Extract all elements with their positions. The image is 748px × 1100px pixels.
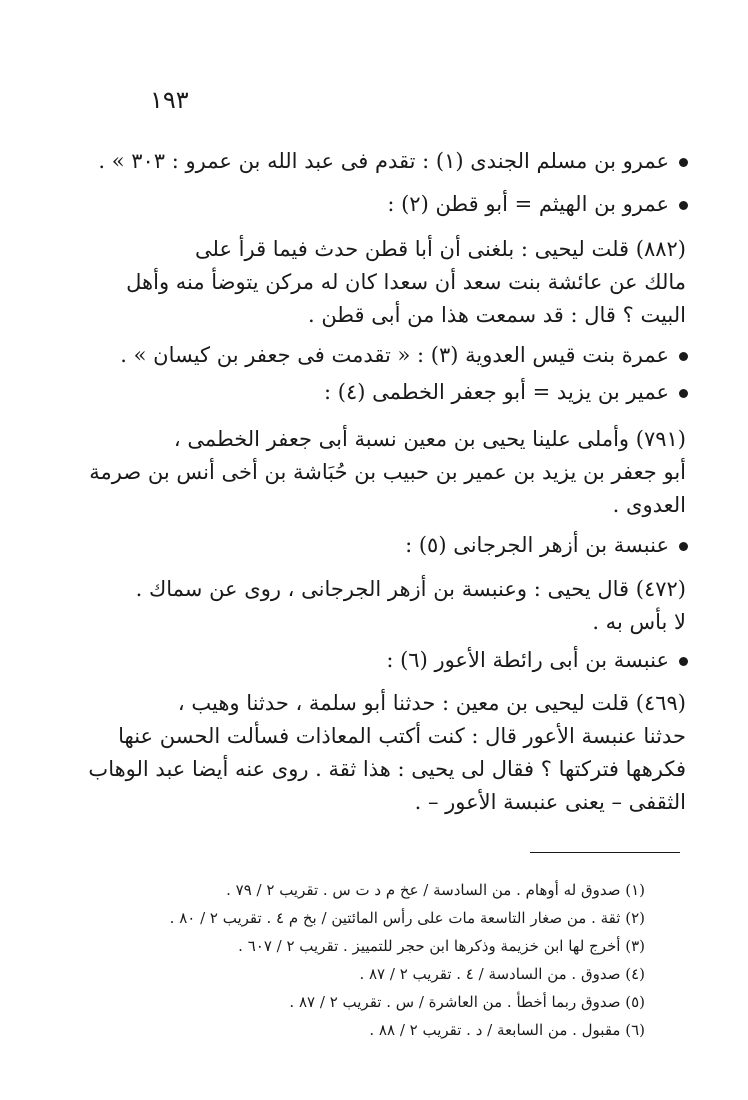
entry-line: (٨٨٢) قلت ليحيى : بلغنى أن أبا قطن حدث فيما قرأ على (195, 237, 686, 261)
entry-line: (٤٧٢) قال يحيى : وعنبسة بن أزهر الجرجانى ، روى عن سماك . (135, 577, 686, 601)
footnote: (٢) ثقة . من صغار التاسعة مات على رأس المائتين / بخ م ٤ . تقريب ٢ / ٨٠ . (169, 909, 645, 927)
bullet-text: عمرو بن الهيثم = أبو قطن (٢) : (387, 192, 669, 216)
bullet-text: عمير بن يزيد = أبو جعفر الخطمى (٤) : (324, 380, 669, 404)
page-number: ١٩٣ (150, 86, 189, 114)
bullet-entry (98, 146, 688, 176)
footnote: (٤) صدوق . من السادسة / ٤ . تقريب ٢ / ٨٧ . (359, 965, 645, 983)
entry-line: لا بأس به . (592, 610, 686, 634)
bullet-icon (679, 389, 688, 398)
bullet-entry (405, 530, 688, 560)
footnote-divider (530, 852, 680, 853)
bullet-text: عنبسة بن أبى رائطة الأعور (٦) : (386, 648, 669, 672)
entry-line: العدوى . (612, 493, 686, 517)
bullet-entry (120, 340, 688, 370)
bullet-icon (679, 201, 688, 210)
bullet-text: عنبسة بن أزهر الجرجانى (٥) : (405, 533, 669, 557)
bullet-entry (386, 645, 688, 675)
bullet-text: عمرة بنت قيس العدوية (٣) : « تقدمت فى جعفر بن كيسان » . (120, 343, 669, 367)
bullet-icon (679, 542, 688, 551)
bullet-entry (324, 377, 688, 407)
bullet-icon (679, 158, 688, 167)
entry-line: (٧٩١) وأملى علينا يحيى بن معين نسبة أبى جعفر الخطمى ، (173, 427, 686, 451)
footnote: (٣) أخرج لها ابن خزيمة وذكرها ابن حجر للتمييز . تقريب ٢ / ٦٠٧ . (238, 937, 645, 955)
entry-line: أبو جعفر بن يزيد بن عمير بن حبيب بن حُبَاشة بن أخى أنس بن صرمة (89, 460, 686, 484)
bullet-icon (679, 657, 688, 666)
footnote: (٦) مقبول . من السابعة / د . تقريب ٢ / ٨٨ . (369, 1021, 645, 1039)
entry-line: مالك عن عائشة بنت سعد أن سعدا كان له مركن يتوضأ منه وأهل (126, 270, 686, 294)
bullet-icon (679, 352, 688, 361)
entry-line: (٤٦٩) قلت ليحيى بن معين : حدثنا أبو سلمة ، حدثنا وهيب ، (177, 691, 686, 715)
entry-line: حدثنا عنبسة الأعور قال : كنت أكتب المعاذات فسألت الحسن عنها (118, 724, 686, 748)
footnote: (٥) صدوق ربما أخطأ . من العاشرة / س . تقريب ٢ / ٨٧ . (289, 993, 645, 1011)
entry-line: الثقفى – يعنى عنبسة الأعور – . (414, 790, 686, 814)
footnote: (١) صدوق له أوهام . من السادسة / عخ م د ت س . تقريب ٢ / ٧٩ . (226, 881, 645, 899)
bullet-text: عمرو بن مسلم الجندى (١) : تقدم فى عبد الله بن عمرو : ٣٠٣ » . (98, 149, 669, 173)
entry-line: البيت ؟ قال : قد سمعت هذا من أبى قطن . (307, 303, 686, 327)
bullet-entry (387, 189, 688, 219)
entry-line: فكرهها فتركتها ؟ فقال لى يحيى : هذا ثقة . روى عنه أيضا عبد الوهاب (88, 757, 686, 781)
